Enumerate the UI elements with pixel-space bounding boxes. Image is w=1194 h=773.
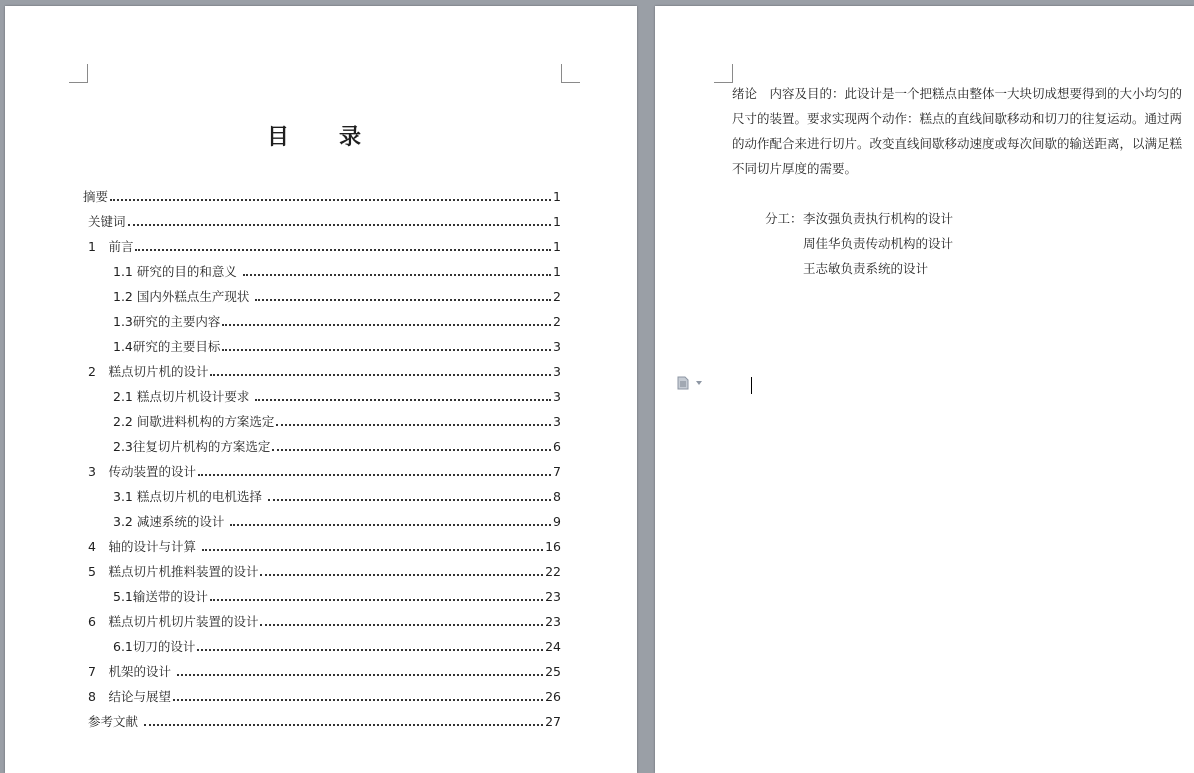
toc-entry-page: 8 — [553, 489, 561, 504]
toc-entry[interactable] — [83, 185, 561, 205]
toc-title: 目 录 — [266, 125, 375, 150]
toc-entry-label: 2 糕点切片机的设计 — [88, 364, 209, 379]
toc-dot-leader — [222, 324, 551, 326]
toc-entry-label: 2.1 糕点切片机设计要求 — [113, 389, 254, 404]
toc-entry[interactable] — [113, 310, 561, 330]
toc-entry-label: 3 传动装置的设计 — [88, 464, 196, 479]
toc-entry-page: 16 — [545, 539, 561, 554]
toc-entry-page: 23 — [545, 614, 561, 629]
toc-entry-page: 2 — [553, 314, 561, 329]
toc-entry-page: 9 — [553, 514, 561, 529]
body-line: 的动作配合来进行切片。改变直线间歇移动速度或每次间歇的输送距离，以满足糕 — [732, 136, 1183, 151]
toc-entry-page: 22 — [545, 564, 561, 579]
toc-entry-page: 1 — [553, 214, 561, 229]
toc-entry[interactable] — [113, 335, 561, 355]
toc-entry-page: 3 — [553, 364, 561, 379]
toc-entry[interactable] — [88, 360, 561, 380]
toc-entry[interactable] — [88, 535, 561, 555]
chevron-down-icon[interactable] — [696, 381, 702, 385]
toc-entry[interactable] — [113, 435, 561, 455]
toc-entry[interactable] — [113, 635, 561, 655]
toc-dot-leader — [276, 424, 551, 426]
toc-dot-leader — [210, 374, 551, 376]
toc-dot-leader — [255, 399, 551, 401]
toc-entry-page: 25 — [545, 664, 561, 679]
toc-entry-page: 26 — [545, 689, 561, 704]
toc-entry-label: 3.1 糕点切片机的电机选择 — [113, 489, 266, 504]
toc-entry-label: 4 轴的设计与计算 — [88, 539, 200, 554]
toc-entry[interactable] — [113, 260, 561, 280]
margin-corner-top-right — [561, 64, 580, 83]
toc-dot-leader — [135, 249, 551, 251]
toc-entry-label: 1.3研究的主要内容 — [113, 314, 221, 329]
toc-entry-label: 8 结论与展望 — [88, 689, 171, 704]
toc-dot-leader — [197, 649, 543, 651]
toc-entry-label: 1.4研究的主要目标 — [113, 339, 221, 354]
body-line: 绪论 内容及目的：此设计是一个把糕点由整体一大块切成想要得到的大小均匀的 — [732, 86, 1183, 101]
toc-dot-leader — [260, 574, 543, 576]
toc-entry-page: 2 — [553, 289, 561, 304]
toc-entry[interactable] — [113, 410, 561, 430]
toc-dot-leader — [222, 349, 551, 351]
toc-entry-label: 1.1 研究的目的和意义 — [113, 264, 241, 279]
toc-entry-page: 27 — [545, 714, 561, 729]
margin-corner-top-left — [69, 64, 88, 83]
toc-entry-label: 2.2 间歇进料机构的方案选定 — [113, 414, 275, 429]
text-cursor — [751, 377, 752, 394]
division-label: 分工： — [765, 211, 803, 226]
document-page-toc[interactable] — [5, 6, 637, 773]
toc-entry-page: 1 — [553, 239, 561, 254]
toc-entry-label: 参考文献 — [88, 714, 142, 729]
toc-entry-label: 摘要 — [83, 189, 109, 204]
toc-entry[interactable] — [88, 660, 561, 680]
toc-dot-leader — [230, 524, 551, 526]
body-line: 不同切片厚度的需要。 — [732, 161, 858, 176]
toc-entry-label: 1.2 国内外糕点生产现状 — [113, 289, 254, 304]
toc-dot-leader — [210, 599, 543, 601]
toc-dot-leader — [268, 499, 551, 501]
toc-entry-label: 6.1切刀的设计 — [113, 639, 196, 654]
division-item: 周佳华负责传动机构的设计 — [803, 236, 954, 251]
toc-entry[interactable] — [88, 610, 561, 630]
toc-entry[interactable] — [113, 485, 561, 505]
toc-entry-page: 7 — [553, 464, 561, 479]
toc-dot-leader — [110, 199, 551, 201]
toc-entry[interactable] — [88, 710, 561, 730]
toc-entry[interactable] — [88, 235, 561, 255]
toc-dot-leader — [177, 674, 543, 676]
toc-entry[interactable] — [113, 385, 561, 405]
toc-dot-leader — [128, 224, 552, 226]
body-line: 尺寸的装置。要求实现两个动作：糕点的直线间歇移动和切刀的往复运动。通过两 — [732, 111, 1183, 126]
toc-entry-page: 3 — [553, 389, 561, 404]
toc-dot-leader — [173, 699, 543, 701]
paste-options-icon[interactable] — [677, 376, 689, 390]
toc-dot-leader — [260, 624, 543, 626]
division-item: 李汝强负责执行机构的设计 — [803, 211, 954, 226]
toc-entry[interactable] — [113, 510, 561, 530]
toc-entry[interactable] — [88, 460, 561, 480]
toc-dot-leader — [255, 299, 551, 301]
toc-entry-label: 5.1输送带的设计 — [113, 589, 208, 604]
toc-entry[interactable] — [113, 285, 561, 305]
toc-entry-page: 3 — [553, 339, 561, 354]
toc-entry-page: 23 — [545, 589, 561, 604]
toc-entry-page: 3 — [553, 414, 561, 429]
toc-entry[interactable] — [113, 585, 561, 605]
toc-entry-label: 3.2 减速系统的设计 — [113, 514, 229, 529]
toc-dot-leader — [272, 449, 551, 451]
toc-entry-label: 7 机架的设计 — [88, 664, 175, 679]
toc-entry-label: 1 前言 — [88, 239, 134, 254]
toc-entry-label: 关键词 — [88, 214, 126, 229]
toc-dot-leader — [202, 549, 543, 551]
margin-corner-top-left — [714, 64, 733, 83]
toc-entry-label: 6 糕点切片机切片装置的设计 — [88, 614, 259, 629]
toc-dot-leader — [144, 724, 543, 726]
toc-entry-page: 1 — [553, 264, 561, 279]
toc-entry-page: 1 — [553, 189, 561, 204]
toc-dot-leader — [243, 274, 551, 276]
toc-entry[interactable] — [88, 210, 561, 230]
toc-entry-label: 5 糕点切片机推料装置的设计 — [88, 564, 259, 579]
toc-entry[interactable] — [88, 560, 561, 580]
toc-dot-leader — [198, 474, 551, 476]
toc-entry-page: 24 — [545, 639, 561, 654]
toc-entry-page: 6 — [553, 439, 561, 454]
division-item: 王志敏负责系统的设计 — [803, 261, 929, 276]
toc-entry[interactable] — [88, 685, 561, 705]
toc-entry-label: 2.3往复切片机构的方案选定 — [113, 439, 271, 454]
